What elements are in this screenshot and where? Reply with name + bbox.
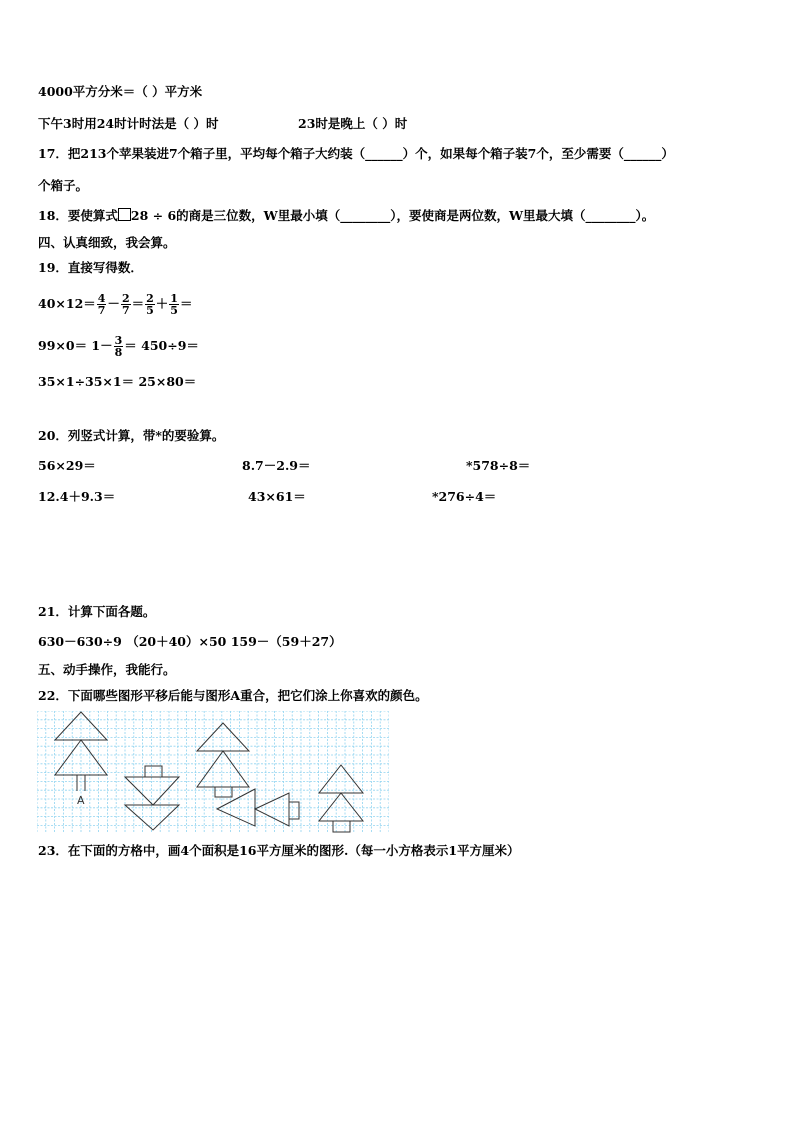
vertical-calc-5: 43×61＝ [248,489,306,504]
fraction-4-7: $\frac{4}{7}$ [97,292,106,317]
vertical-calc-2: 8.7－2.9＝ [242,458,311,473]
question-21: 21．计算下面各题。 [38,604,156,619]
question-23: 23．在下面的方格中，画4个面积是16平方厘米的图形.（每一小方格表示1平方厘米） [38,843,520,858]
vertical-calc-6: *276÷4＝ [432,489,497,504]
minus-sign: － [107,296,120,311]
translation-grid-figure [37,711,389,833]
expr-450div9: ＝ 450÷9＝ [124,338,199,353]
vertical-calc-4: 12.4＋9.3＝ [38,489,116,504]
question-22: 22．下面哪些图形平移后能与图形A重合，把它们涂上你喜欢的颜色。 [38,688,428,703]
question-17-cont: 个箱子。 [38,178,89,193]
calc-row-2 [38,331,199,361]
equals-sign: ＝ [179,296,193,311]
tree-figure-tall [319,765,363,832]
question-17: 17．把213个苹果装进7个箱子里，平均每个箱子大约装（______）个，如果每个箱子装7个，至少需要（______） [38,146,674,161]
question-18-lead: 18．要使算式 [38,208,118,223]
fraction-3-8: $\frac{3}{8}$ [114,334,123,359]
question-19: 19．直接写得数． [38,260,143,275]
line-evening-time: 23时是晚上（ ）时 [298,116,408,131]
inverted-tree-figure [125,766,179,830]
question-20: 20．列竖式计算，带*的要验算。 [38,428,225,443]
fraction-2-5: $\frac{2}{5}$ [146,292,154,317]
fraction-2-7: $\frac{2}{7}$ [121,292,130,317]
line-24h-time: 下午3时用24时计时法是（ ）时 [38,116,219,131]
question-21-expressions: 630－630÷9 （20＋40）×50 159－（59＋27） [38,634,342,649]
vertical-calc-3: *578÷8＝ [466,458,531,473]
expr-40x12: 40×12＝ [38,296,96,311]
calc-row-1 [38,289,192,319]
calc-row-3: 35×1÷35×1＝ 25×80＝ [38,374,197,389]
line-area-conversion: 4000平方分米＝（ ）平方米 [38,84,203,99]
question-18 [38,208,654,224]
expr-99x0: 99×0＝ 1－ [38,338,113,353]
equals-sign: ＝ [131,296,145,311]
vertical-calc-1: 56×29＝ [38,458,96,473]
section-5-heading: 五、动手操作，我能行。 [38,662,176,677]
blank-box [118,208,131,221]
question-18-rest: 28 ÷ 6的商是三位数，W里最小填（________），要使商是两位数，W里最大填（________）。 [130,208,655,223]
plus-sign: ＋ [155,296,169,311]
grid-lines [37,711,389,833]
label-a: A [77,794,85,807]
section-4-heading: 四、认真细致，我会算。 [38,235,176,250]
tree-figure-translated [197,723,249,797]
fraction-1-5: $\frac{1}{5}$ [170,292,178,317]
